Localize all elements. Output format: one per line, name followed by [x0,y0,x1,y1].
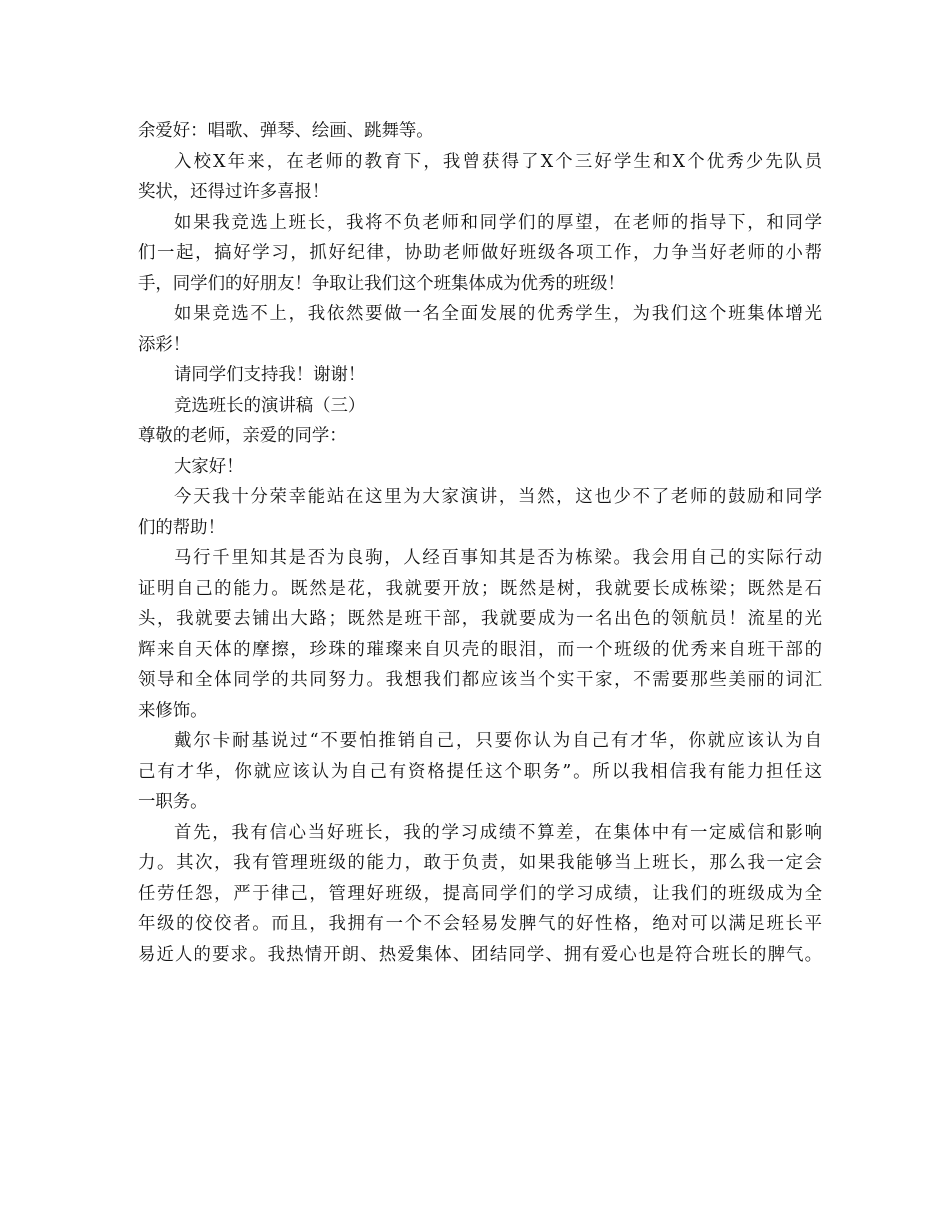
text-line: 易近人的要求。我热情开朗、热爱集体、团结同学、拥有爱心也是符合班长的脾气。 [138,944,822,965]
text-line: 们一起，搞好学习，抓好纪律，协助老师做好班级各项工作，力争当好老师的小帮 [138,243,822,263]
text-line: 如果我竞选上班长，我将不负老师和同学们的厚望，在老师的指导下，和同学 [174,212,822,233]
text-line: 领导和全体同学的共同努力。我想我们都应该当个实干家，不需要那些美丽的词汇 [138,670,822,690]
text-line: 头，我就要去铺出大路；既然是班干部，我就要成为一名出色的领航员！流星的光 [138,609,822,629]
text-line: 尊敬的老师，亲爱的同学： [138,426,347,446]
text-line: 首先，我有信心当好班长，我的学习成绩不算差，在集体中有一定威信和影响 [174,822,822,843]
text-line: 年级的佼佼者。而且，我拥有一个不会轻易发脾气的好性格，绝对可以满足班长平 [138,914,822,934]
text-line: 今天我十分荣幸能站在这里为大家演讲，当然，这也少不了老师的鼓励和同学 [174,487,822,507]
text-line: 大家好！ [174,456,244,477]
text-line: 竞选班长的演讲稿（三） [174,395,366,416]
text-line: 己有才华，你就应该认为自己有资格提任这个职务”。所以我相信我有能力担任这 [138,761,822,782]
text-line: 辉来自天体的摩擦，珍珠的璀璨来自贝壳的眼泪，而一个班级的优秀来自班干部的 [138,639,822,660]
text-line: 如果竞选不上，我依然要做一名全面发展的优秀学生，为我们这个班集体增光 [174,304,822,324]
text-line: 马行千里知其是否为良驹，人经百事知其是否为栋梁。我会用自己的实际行动 [174,548,822,568]
text-line: 来修饰。 [138,700,208,721]
text-line: 们的帮助！ [138,517,225,538]
text-line: 戴尔卡耐基说过“不要怕推销自己，只要你认为自己有才华，你就应该认为自 [174,731,822,751]
text-line: 余爱好：唱歌、弹琴、绘画、跳舞等。 [138,121,434,141]
text-line: 力。其次，我有管理班级的能力，敢于负责，如果我能够当上班长，那么我一定会 [138,853,822,873]
text-line: 证明自己的能力。既然是花，我就要开放；既然是树，我就要长成栋梁；既然是石 [138,578,822,599]
text-line: 任劳任怨，严于律己，管理好班级，提高同学们的学习成绩，让我们的班级成为全 [138,883,822,904]
text-line: 手，同学们的好朋友！争取让我们这个班集体成为优秀的班级！ [138,273,625,294]
text-line: 添彩！ [138,334,191,355]
document-body [138,116,822,970]
text-line: 奖状，还得过许多喜报！ [138,182,330,202]
text-line: 入校X年来，在老师的教育下，我曾获得了X个三好学生和X个优秀少先队员 [174,151,822,172]
text-line: 请同学们支持我！谢谢！ [174,365,366,385]
text-line: 一职务。 [138,792,208,812]
